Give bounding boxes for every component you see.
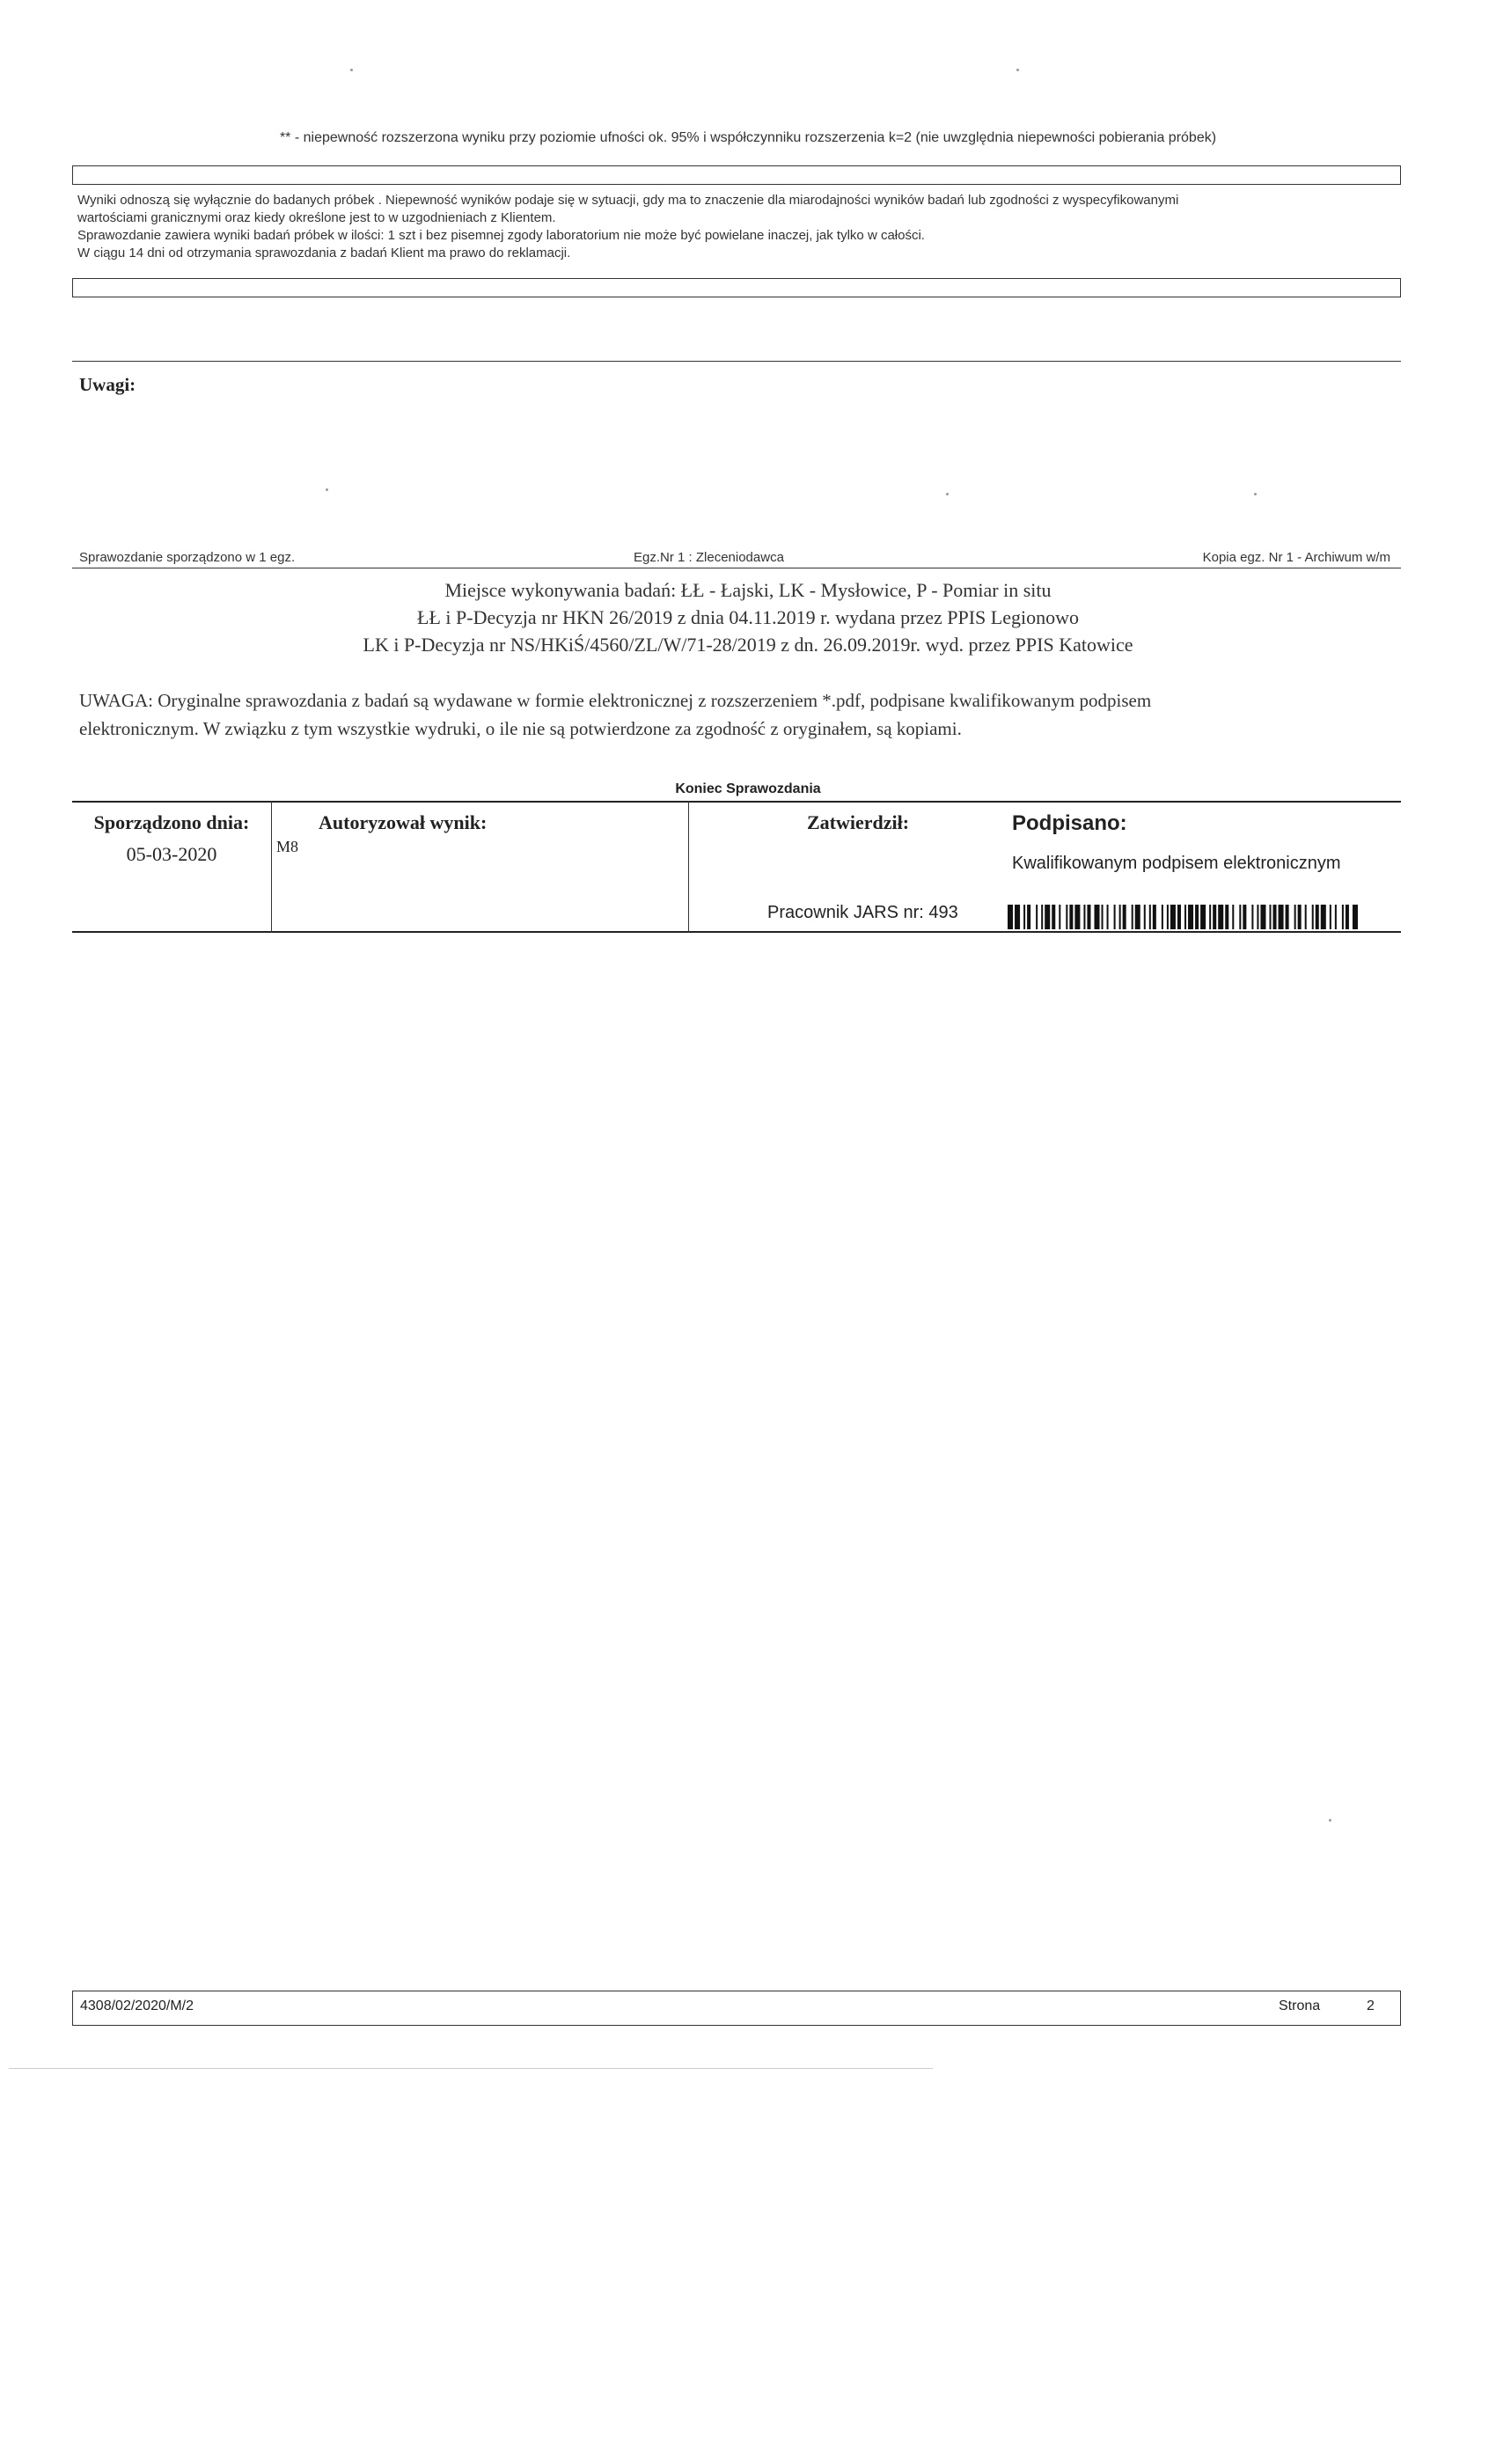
scan-speck <box>1016 69 1019 71</box>
barcode-graphic <box>1008 905 1360 929</box>
approved-label: Zatwierdził: <box>807 811 910 833</box>
barcode-bar <box>1135 905 1140 929</box>
barcode-bar <box>1286 905 1289 929</box>
barcode-bar <box>1177 905 1181 929</box>
notice-line: Sprawozdanie zawiera wyniki badań próbek w ilości: 1 szt i bez pisemnej zgody laboratorium nie może być powielane inaczej, jak tylko w całości. <box>77 228 925 243</box>
barcode-bar <box>1251 905 1253 929</box>
barcode-bar <box>1342 905 1344 929</box>
barcode-bar <box>1052 905 1055 929</box>
barcode-bar <box>1213 905 1216 929</box>
barcode-bar <box>1132 905 1133 929</box>
barcode-bar <box>1316 905 1319 929</box>
barcode-bar <box>1008 905 1013 929</box>
notice-line: W ciągu 14 dni od otrzymania sprawozdania z badań Klient ma prawo do reklamacji. <box>77 246 571 260</box>
barcode-bar <box>1243 905 1246 929</box>
barcode-bar <box>1045 905 1050 929</box>
notice-line: wartościami granicznymi oraz kiedy określone jest to w uzgodnieniach z Klientem. <box>77 210 556 225</box>
barcode-bar <box>1312 905 1314 929</box>
barcode-bar <box>1114 905 1116 929</box>
copy-count: Sprawozdanie sporządzono w 1 egz. <box>79 550 296 565</box>
scan-speck <box>326 488 328 491</box>
page-number: 2 <box>1367 1998 1375 2013</box>
scan-speck <box>1329 1819 1331 1822</box>
signature-barcode <box>1008 905 1360 929</box>
barcode-bar <box>1162 905 1163 929</box>
signed-label: Podpisano: <box>1012 811 1127 835</box>
prepared-date: 05-03-2020 <box>126 843 217 865</box>
barcode-bar <box>1083 905 1085 929</box>
remarks-top-rule <box>72 361 1401 362</box>
column-divider <box>688 801 689 933</box>
barcode-bar <box>1023 905 1025 929</box>
electronic-original-notice <box>79 686 1329 743</box>
scan-speck <box>350 69 353 71</box>
signed-value: Kwalifikowanym podpisem elektronicznym <box>1012 854 1341 873</box>
report-id: 4308/02/2020/M/2 <box>80 1998 194 2013</box>
decision-katowice: LK i P-Decyzja nr NS/HKiŚ/4560/ZL/W/71-28/2019 z dn. 26.09.2019r. wyd. przez PPIS Katowice <box>363 634 1133 656</box>
barcode-bar <box>1149 905 1151 929</box>
barcode-bar <box>1294 905 1296 929</box>
barcode-bar <box>1239 905 1241 929</box>
barcode-bar <box>1107 905 1109 929</box>
barcode-bar <box>1188 905 1193 929</box>
column-divider <box>271 801 272 933</box>
barcode-bar <box>1074 905 1080 929</box>
barcode-bar <box>1153 905 1156 929</box>
barcode-bar <box>1279 905 1284 929</box>
barcode-bar <box>1144 905 1146 929</box>
uncertainty-footnote: ** - niepewność rozszerzona wyniku przy poziomie ufności ok. 95% i współczynniku rozszerzenia k=2 (nie uwzględnia niepewności pobierania próbek) <box>279 130 1217 145</box>
barcode-bar <box>1305 905 1307 929</box>
copy-recipient: Egz.Nr 1 : Zleceniodawca <box>634 550 784 565</box>
barcode-bar <box>1225 905 1228 929</box>
barcode-bar <box>1123 905 1126 929</box>
barcode-bar <box>1027 905 1030 929</box>
uwaga-line: UWAGA: Oryginalne sprawozdania z badań są wydawane w formie elektronicznej z rozszerzeniem *.pdf, podpisane kwalifikowanym podpisem <box>79 690 1152 711</box>
barcode-bar <box>1195 905 1199 929</box>
authorized-label: Autoryzował wynik: <box>319 811 488 833</box>
barcode-bar <box>1232 905 1234 929</box>
barcode-bar <box>1102 905 1104 929</box>
barcode-bar <box>1094 905 1099 929</box>
prepared-label: Sporządzono dnia: <box>93 811 250 833</box>
barcode-bar <box>1036 905 1038 929</box>
scan-artifact-line <box>9 2068 933 2069</box>
barcode-bar <box>1200 905 1206 929</box>
copy-archive: Kopia egz. Nr 1 - Archiwum w/m <box>1202 550 1390 565</box>
barcode-bar <box>1273 905 1277 929</box>
barcode-bar <box>1257 905 1258 929</box>
notice-box-top-border <box>72 165 1401 185</box>
barcode-bar <box>1119 905 1121 929</box>
authorized-value: M8 <box>276 838 299 855</box>
barcode-bar <box>1353 905 1358 929</box>
barcode-bar <box>1260 905 1265 929</box>
approved-by: Pracownik JARS nr: 493 <box>767 903 958 922</box>
barcode-bar <box>1167 905 1169 929</box>
scan-speck <box>1254 493 1257 495</box>
barcode-bar <box>1184 905 1186 929</box>
barcode-bar <box>1269 905 1271 929</box>
notice-line: Wyniki odnoszą się wyłącznie do badanych próbek . Niepewność wyników podaje się w sytuacji, gdy ma to znaczenie dla miarodajności wyników badań lub zgodności z wyspecyfikowanymi <box>77 193 1179 208</box>
barcode-bar <box>1330 905 1331 929</box>
uwaga-line: elektronicznym. W związku z tym wszystkie wydruki, o ile nie są potwierdzone za zgodność z oryginałem, są kopiami. <box>79 718 962 739</box>
barcode-bar <box>1209 905 1211 929</box>
barcode-bar <box>1087 905 1090 929</box>
barcode-bar <box>1298 905 1302 929</box>
barcode-bar <box>1218 905 1223 929</box>
barcode-bar <box>1066 905 1067 929</box>
barcode-bar <box>1041 905 1043 929</box>
end-of-report: Koniec Sprawozdania <box>675 781 821 796</box>
barcode-bar <box>1346 905 1349 929</box>
notice-box-bottom-border <box>72 278 1401 297</box>
barcode-bar <box>1321 905 1326 929</box>
notice-text <box>77 192 1415 262</box>
barcode-bar <box>1335 905 1337 929</box>
page-label: Strona <box>1279 1998 1321 2013</box>
scan-speck <box>946 493 949 495</box>
page-footer <box>72 1991 1401 2026</box>
decision-legionowo: ŁŁ i P-Decyzja nr HKN 26/2019 z dnia 04.11.2019 r. wydana przez PPIS Legionowo <box>417 606 1079 628</box>
barcode-bar <box>1059 905 1060 929</box>
barcode-bar <box>1170 905 1176 929</box>
test-place-line: Miejsce wykonywania badań: ŁŁ - Łajski, LK - Mysłowice, P - Pomiar in situ <box>444 579 1052 601</box>
barcode-bar <box>1069 905 1073 929</box>
barcode-bar <box>1015 905 1020 929</box>
remarks-label: Uwagi: <box>79 374 136 395</box>
